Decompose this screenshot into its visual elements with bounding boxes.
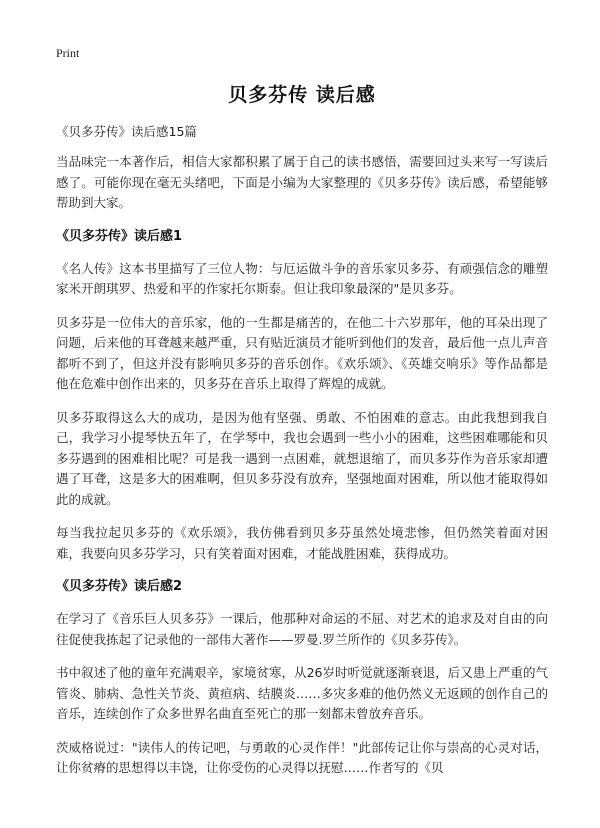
section-1-paragraph-3: 贝多芬取得这么大的成功，是因为他有坚强、勇敢、不怕困难的意志。由此我想到我自己，我学习小提琴快五年了，在学琴中，我也会遇到一些小小的困难，这些困难哪能和贝多芬遇到的困难相比呢？可是我一遇到一点困难，就想退缩了，而贝多芬作为音乐家却遭遇了耳聋，这是多大的困难啊，但贝多芬没有放弃，坚强地面对困难，所以他才能取得如此的成就。: [56, 409, 548, 507]
section-1-paragraph-1: 《名人传》这本书里描写了三位人物：与厄运做斗争的音乐家贝多芬、有顽强信念的雕塑家米开朗琪罗、热爱和平的作家托尔斯泰。但让我印象最深的"是贝多芬。: [56, 260, 548, 296]
section-1-paragraph-2: 贝多芬是一位伟大的音乐家，他的一生都是痛苦的，在他二十六岁那年，他的耳朵出现了问题，后来他的耳聋越来越严重，只有贴近演员才能听到他们的发音，最后他一点儿声音都听不到了，但这并没有影响贝多芬的音乐创作。《欢乐颂》、《英雄交响乐》等作品都是他在危难中创作出来的，贝多芬在音乐上取得了辉煌的成就。: [56, 314, 548, 391]
section-2-paragraph-3: 茨威格说过："读伟人的传记吧，与勇敢的心灵作伴！"此部传记让你与崇高的心灵对话，让你贫瘠的思想得以丰饶，让你受伤的心灵得以抚慰……作者写的《贝: [56, 739, 548, 775]
section-2-heading: 《贝多芬传》读后感2: [56, 579, 183, 594]
print-link[interactable]: Print: [56, 46, 80, 60]
page-title: 贝多芬传 读后感: [228, 84, 376, 106]
section-2-paragraph-2: 书中叙述了他的童年充满艰辛，家境贫寒，从26岁时听觉就逐渐衰退，后又患上严重的气管炎、肺病、急性关节炎、黄疸病、结膜炎……多灾多难的他仍然义无返顾的创作自己的音乐，连续创作了众多世界名曲直至死亡的那一刻都未曾放弃音乐。: [56, 665, 548, 721]
article-subtitle: 《贝多芬传》读后感15篇: [56, 124, 197, 139]
section-1-heading: 《贝多芬传》读后感1: [56, 228, 183, 244]
section-1-paragraph-4: 每当我拉起贝多芬的《欢乐颂》，我仿佛看到贝多芬虽然处境悲惨，但仍然笑着面对困难，我要向贝多芬学习，只有笑着面对困难，才能战胜困难，获得成功。: [56, 525, 548, 561]
section-2-paragraph-1: 在学习了《音乐巨人贝多芬》一课后，他那种对命运的不屈、对艺术的追求及对自由的向往促使我拣起了记录他的一部伟大著作——罗曼.罗兰所作的《贝多芬传》。: [56, 611, 548, 647]
intro-paragraph: 当品味完一本著作后，相信大家都积累了属于自己的读书感悟，需要回过头来写一写读后感了。可能你现在毫无头绪吧，下面是小编为大家整理的《贝多芬传》读后感，希望能够帮助到大家。: [56, 154, 548, 210]
article-body: [56, 122, 548, 792]
